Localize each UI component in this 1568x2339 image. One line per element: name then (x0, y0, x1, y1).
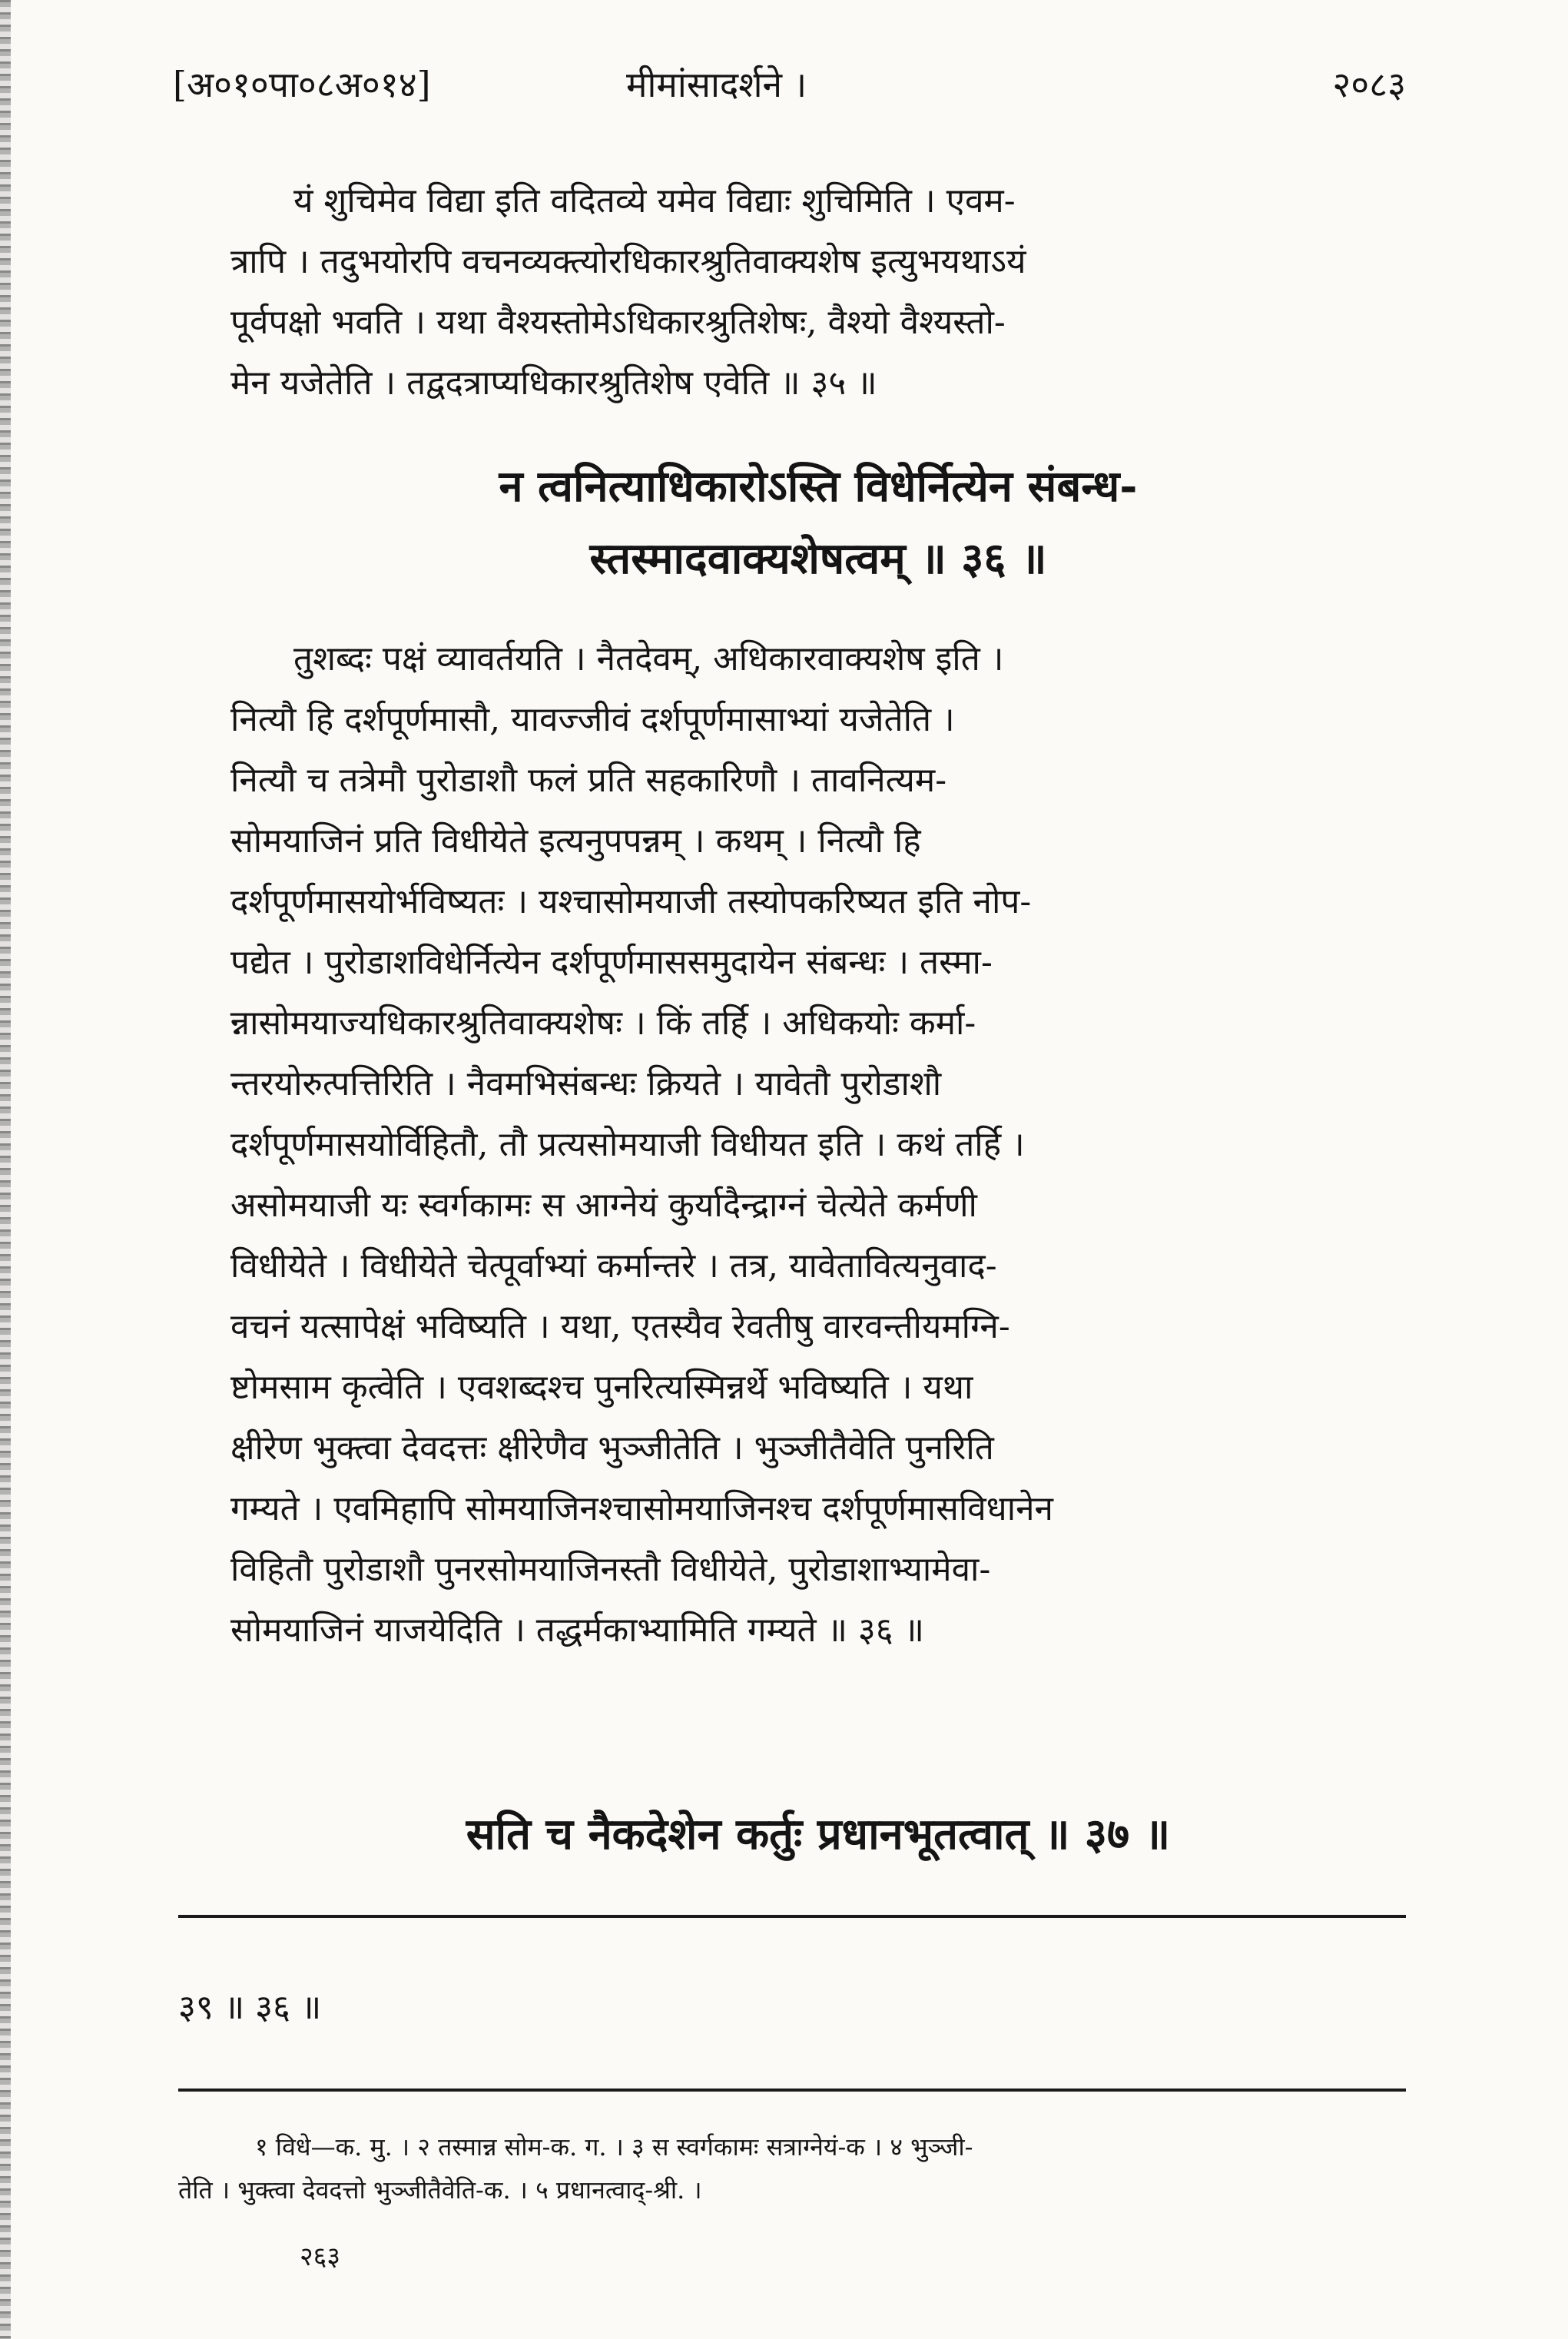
text-line: दर्शपूर्णमासयोर्भविष्यतः । यश्चासोमयाजी तस्योपकरिष्यत इति नोप- (230, 882, 1032, 921)
text-line: वचनं यत्सापेक्षं भविष्यति । यथा, एतस्यैव रेवतीषु वारवन्तीयमग्नि- (230, 1307, 1010, 1346)
page-number: २०८३ (1332, 64, 1406, 105)
printer-signature-mark: २६३ (300, 2241, 341, 2272)
text-line: विहितौ पुरोडाशौ पुनरसोमयाजिनस्तौ विधीयेते, पुरोडाशाभ्यामेवा- (230, 1550, 991, 1589)
sutra-line: सति च नैकदेशेन कर्तुः प्रधानभूतत्वात् ॥ ३७ ॥ (466, 1809, 1171, 1860)
scan-binding-edge (0, 0, 11, 2339)
text-line: गम्यते । एवमिहापि सोमयाजिनश्चासोमयाजिनश्च दर्शपूर्णमासविधानेन (230, 1489, 1053, 1528)
text-line: यं शुचिमेव विद्या इति वदितव्ये यमेव विद्याः शुचिमिति । एवम- (293, 181, 1016, 221)
text-line: ष्टोमसाम कृत्वेति । एवशब्दश्च पुनरित्यस्मिन्नर्थे भविष्यति । यथा (230, 1368, 973, 1407)
footnote-line: १ विधे—क. मु. । २ तस्मान्न सोम-क. ग. । ३ स स्वर्गकामः सत्राग्नेयं-क । ४ भुञ्जी- (255, 2132, 973, 2162)
text-line: तुशब्दः पक्षं व्यावर्तयति । नैतदेवम्, अधिकारवाक्यशेष इति । (293, 639, 1004, 678)
text-line: क्षीरेण भुक्त्वा देवदत्तः क्षीरेणैव भुञ्जीतेति । भुञ्जीतैवेति पुनरिति (230, 1428, 994, 1468)
running-title: मीमांसादर्शने । (626, 64, 807, 105)
sutra-line: स्तस्मादवाक्यशेषत्वम् ॥ ३६ ॥ (589, 533, 1047, 584)
text-line: नित्यौ च तत्रेमौ पुरोडाशौ फलं प्रति सहकारिणौ । तावनित्यम- (230, 761, 947, 800)
text-line: नित्यौ हि दर्शपूर्णमासौ, यावज्जीवं दर्शपूर्णमासाभ्यां यजेतेति । (230, 700, 955, 739)
footnotes (178, 2125, 1406, 2211)
footnote-line: तेति । भुक्त्वा देवदत्तो भुञ्जीतैवेति-क. । ५ प्रधानत्वाद्-श्री. । (178, 2175, 702, 2205)
text-line: दर्शपूर्णमासयोर्विहितौ, तौ प्रत्यसोमयाजी विधीयत इति । कथं तर्हि । (230, 1125, 1025, 1164)
text-line: न्तरयोरुत्पत्तिरिति । नैवमभिसंबन्धः क्रियते । यावेतौ पुरोडाशौ (230, 1064, 942, 1103)
text-line: सोमयाजिनं प्रति विधीयेते इत्यनुपपन्नम् । कथम् । नित्यौ हि (230, 821, 921, 861)
running-header (173, 60, 1406, 121)
footnote-separator-top (178, 1915, 1406, 1918)
commentary-paragraph-35 (230, 171, 1406, 413)
sutra-line: न त्वनित्याधिकारोऽस्ति विधेर्नित्येन संबन्ध- (499, 461, 1138, 512)
text-line: असोमयाजी यः स्वर्गकामः स आग्नेयं कुर्यादैन्द्राग्नं चेत्येते कर्मणी (230, 1186, 977, 1225)
text-line: मेन यजेतेति । तद्वदत्राप्यधिकारश्रुतिशेष एवेति ॥ ३५ ॥ (230, 363, 877, 403)
text-line: न्नासोमयाज्यधिकारश्रुतिवाक्यशेषः । किं तर्हि । अधिकयोः कर्मा- (230, 1004, 976, 1043)
text-line: सोमयाजिनं याजयेदिति । तद्धर्मकाभ्यामिति गम्यते ॥ ३६ ॥ (230, 1611, 925, 1650)
footnote-separator-bottom (178, 2089, 1406, 2092)
text-line: त्रापि । तदुभयोरपि वचनव्यक्त्योरधिकारश्रुतिवाक्यशेष इत्युभयथाऽयं (230, 242, 1026, 281)
sutra-36 (230, 450, 1406, 595)
text-line: पूर्वपक्षो भवति । यथा वैश्यस्तोमेऽधिकारश्रुतिशेषः, वैश्यो वैश्यस्तो- (230, 303, 1006, 342)
text-line: पद्येत । पुरोडाशविधेर्नित्येन दर्शपूर्णमाससमुदायेन संबन्धः । तस्मा- (230, 943, 993, 982)
sutra-cross-reference: ३९ ॥ ३६ ॥ (178, 1988, 322, 2027)
sutra-37 (230, 1798, 1406, 1870)
text-line: विधीयेते । विधीयेते चेत्पूर्वाभ्यां कर्मान्तरे । तत्र, यावेतावित्यनुवाद- (230, 1246, 997, 1286)
commentary-paragraph-36 (230, 629, 1406, 1661)
chapter-reference: [अ०१०पा०८अ०१४] (173, 64, 431, 105)
